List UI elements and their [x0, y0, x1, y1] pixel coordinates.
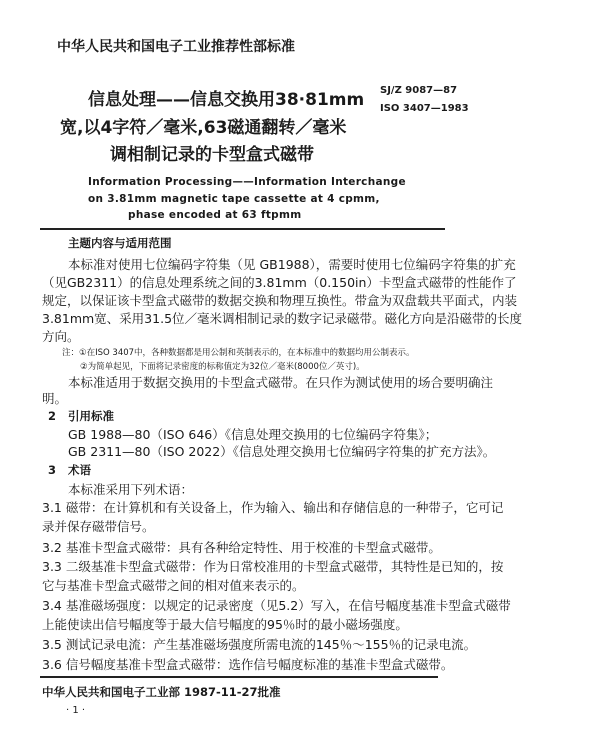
iso-code: ISO 3407—1983	[380, 103, 469, 114]
section-number: 3	[48, 463, 57, 477]
term-line: 3.4 基准磁场强度：以规定的记录密度（见5.2）写入，在信号幅度基准卡型盒式磁带	[42, 598, 511, 613]
section-heading: 主题内容与适用范围	[68, 236, 172, 250]
term-line: 它与基准卡型盒式磁带之间的相对值来表示的。	[42, 578, 305, 593]
paragraph-line: 本标准采用下列术语：	[68, 482, 194, 497]
title-line: 调相制记录的卡型盒式磁带	[110, 145, 314, 165]
paragraph-line: 本标准对使用七位编码字符集（见 GB1988），需要时使用七位编码字符集的扩充	[68, 257, 516, 272]
term-line: 录并保存磁带信号。	[42, 519, 155, 534]
term-line: 3.5 测试记录电流：产生基准磁场强度所需电流的145％～155％的记录电流。	[42, 637, 477, 652]
term-line: 3.1 磁带：在计算机和有关设备上，作为输入、输出和存储信息的一种带子，它可记	[42, 500, 504, 515]
note-line: 注：①在ISO 3407中，各种数据都是用公制和英制表示的，在本标准中的数据均用公制表示。	[62, 348, 415, 358]
paragraph-line: 明。	[42, 391, 68, 406]
paragraph-line: （见GB2311）的信息处理系统之间的3.81mm（0.150in）卡型盒式磁带的性能作了	[42, 275, 517, 290]
term-line: 3.6 信号幅度基准卡型盒式磁带：选作信号幅度标准的基准卡型盒式磁带。	[42, 657, 454, 672]
section-heading: 引用标准	[68, 409, 114, 423]
term-line: 3.2 基准卡型盒式磁带：具有各种给定特性、用于校准的卡型盒式磁带。	[42, 540, 441, 555]
paragraph-line: 3.81mm宽、采用31.5位／毫米调相制记录的数字记录磁带。磁化方向是沿磁带的长度	[42, 311, 523, 326]
paragraph-line: 方向。	[42, 329, 80, 344]
reference-line: GB 1988—80（ISO 646）《信息处理交换用的七位编码字符集》；	[68, 427, 438, 442]
title-en-line: Information Processing——Information Interchange	[88, 176, 406, 188]
divider	[40, 676, 438, 678]
title-en-line: phase encoded at 63 ftpmm	[128, 209, 302, 221]
title-en-line: on 3.81mm magnetic tape cassette at 4 cpmm,	[88, 193, 380, 205]
title-line: 信息处理——信息交换用38·81mm	[88, 90, 365, 110]
divider	[40, 228, 445, 230]
approval-footer: 中华人民共和国电子工业部 1987-11-27批准	[42, 685, 281, 699]
reference-line: GB 2311—80（ISO 2022）《信息处理交换用七位编码字符集的扩充方法》。	[68, 444, 496, 459]
paragraph-line: 规定，以保证该卡型盒式磁带的数据交换和物理互换性。带盒为双盘载共平面式，内装	[42, 293, 518, 308]
note-line: ②为简单起见，下面将记录密度的标称值定为32位／毫米(8000位／英寸)。	[80, 362, 365, 372]
standard-code: SJ/Z 9087—87	[380, 85, 458, 96]
publisher-header: 中华人民共和国电子工业推荐性部标准	[57, 39, 295, 55]
page-number: · 1 ·	[66, 705, 86, 716]
title-line: 宽,以4字符／毫米,63磁通翻转／毫米	[60, 118, 347, 138]
term-line: 上能使读出信号幅度等于最大信号幅度的95％时的最小磁场强度。	[42, 617, 408, 632]
term-line: 3.3 二级基准卡型盒式磁带：作为日常校准用的卡型盒式磁带，其特性是已知的，按	[42, 559, 504, 574]
paragraph-line: 本标准适用于数据交换用的卡型盒式磁带。在只作为测试使用的场合要明确注	[68, 375, 494, 390]
section-heading: 术语	[68, 463, 91, 477]
section-number: 2	[48, 409, 57, 423]
